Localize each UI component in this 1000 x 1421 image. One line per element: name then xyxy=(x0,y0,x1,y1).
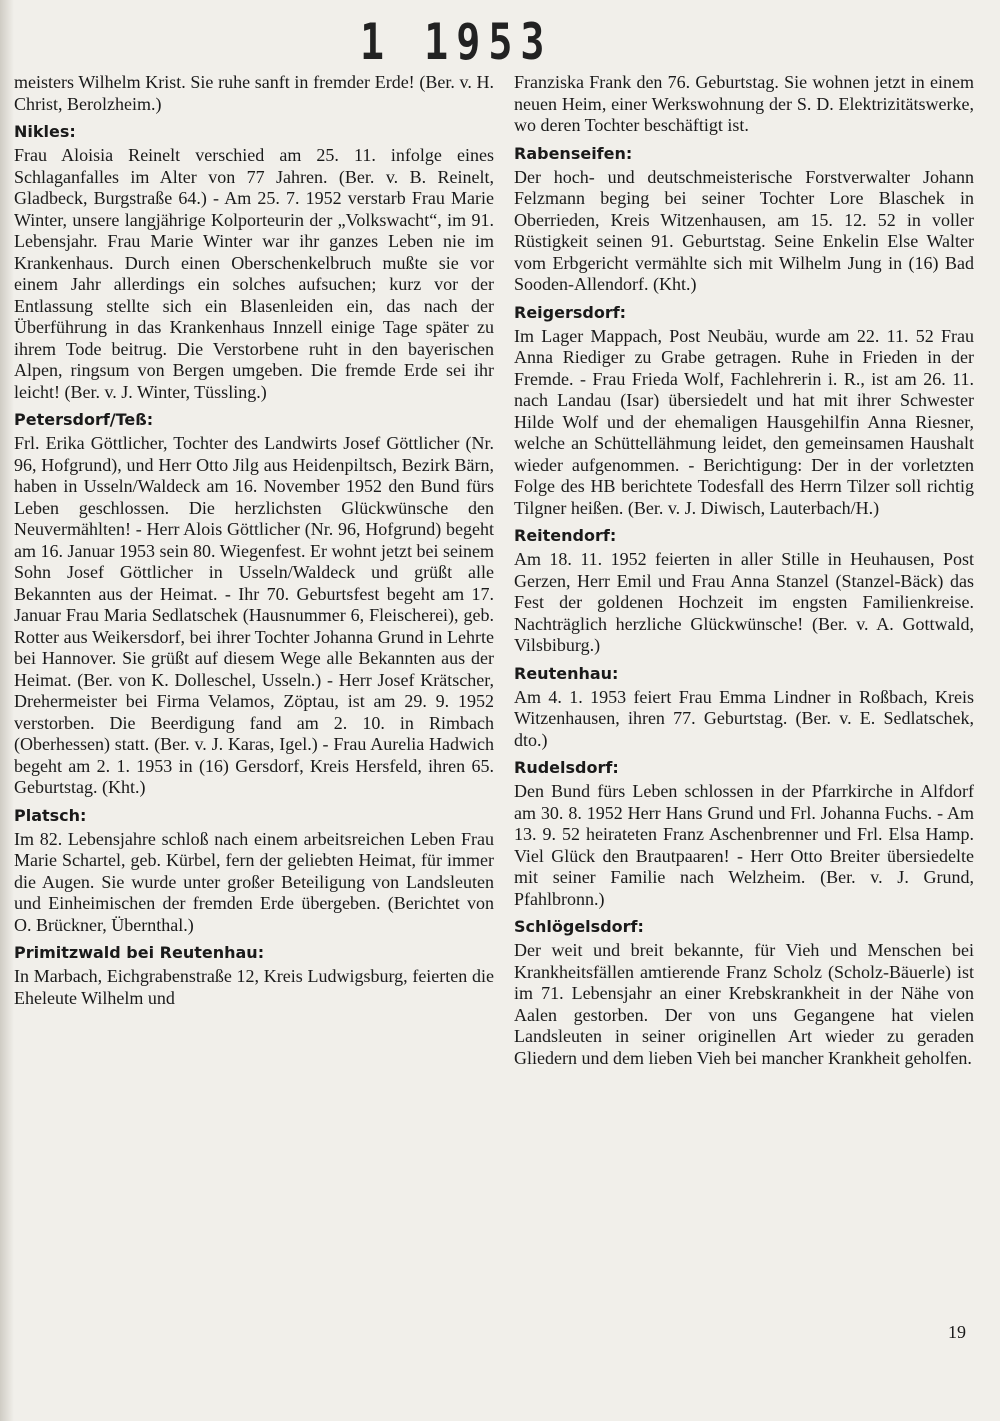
section-heading-rabenseifen: Rabenseifen: xyxy=(514,143,633,163)
section-heading-reutenhau: Reutenhau: xyxy=(514,663,619,683)
section-heading-rudelsdorf: Rudelsdorf: xyxy=(514,758,619,777)
section-heading-reitendorf: Reitendorf: xyxy=(514,526,617,545)
section-text: meisters Wilhelm Krist. Sie ruhe sanft in fremder Erde! (Ber. v. H. Christ, Berolzheim.) xyxy=(14,72,494,114)
section-text-petersdorf: Frl. Erika Göttlicher, Tochter des Landwirts Josef Göttlicher (Nr. 96, Hofgrund), und Herr Otto Jilg aus Heidenpiltsch, Bezirk Bärn, haben in Usseln/Waldeck am 16. November 1952 den Bund fürs Leben geschlossen. Die herzlichsten Glückwünsche den Neuvermählten! - Herr Alois Göttlicher (Nr. 96, Hofgrund) begeht am 16. Januar 1953 sein 80. Wiegenfest. Er wohnt jetzt bei seinem Sohn Josef Göttlicher in Usseln/Waldeck und grüßt alle Bekannten aus der Heimat. - Ihr 70. Geburtsfest begeht am 17. Januar Frau Maria Sedlatschek (Hausnummer 6, Fleischerei), geb. Rotter aus Weikersdorf, bei ihrer Tochter Johanna Grund in Lehrte bei Hannover. Sie grüßt auf diesem Wege alle Bekannten aus der Heimat. (Ber. von K. Dolleschel, Usseln.) - Herr Josef Krätscher, Drehermeister bei Firma Velamos, Zöptau, ist am 29. 9. 1952 verstorben. Die Beerdigung fand am 2. 10. in Rimbach (Oberhessen) statt. (Ber. v. J. Karas, Igel.) - Frau Aurelia Hadwich begeht am 2. 1. 1953 in (16) Gersdorf, Kreis Hersfeld, ihren 65. Geburtstag. (Kht.) xyxy=(14,433,494,797)
section-heading-platsch: Platsch: xyxy=(14,805,87,825)
section-heading-primitzwald: Primitzwald bei Reutenhau: xyxy=(14,943,265,962)
date-stamp: 1 1953 xyxy=(360,14,553,72)
page-fold-shadow xyxy=(0,0,14,1421)
section-text-platsch: Im 82. Lebensjahre schloß nach einem arbeitsreichen Leben Frau Marie Schartel, geb. Kürbel, fern der geliebten Heimat, für immer die Augen. Sie wurde unter großer Beteiligung von Landsleuten und Einheimischen der fremden Erde übergeben. (Berichtet von O. Brückner, Übernthal.) xyxy=(14,828,494,935)
section-text-nikles: Frau Aloisia Reinelt verschied am 25. 11. infolge eines Schlaganfalles im Alter von 77 Jahren. (Ber. v. B. Reinelt, Gladbeck, Burgstraße 64.) - Am 25. 7. 1952 verstarb Frau Marie Winter, unsere langjährige Kolporteurin der „Volkswacht“, im 91. Lebensjahr. Frau Marie Winter war ihr ganzes Leben nie im Krankenhaus. Durch einen Oberschenkelbruch mußte sie vor einem Jahr allerdings ein solches aufsuchen; kurz vor der Entlassung stellte sich ein Blasenleiden ein, das nach der Überführung in das Krankenhaus Innzell einige Tage später zu ihrem Tode beitrug. Die Verstorbene ruht in den bayerischen Alpen, ringsum von Bergen umgeben. Die fremde Erde sei ihr leicht! (Ber. v. J. Winter, Tüssling.) xyxy=(14,145,494,402)
section-text-continued: Franziska Frank den 76. Geburtstag. Sie wohnen jetzt in einem neuen Heim, einer Werkswohnung der S. D. Elektrizitätswerke, wo deren Tochter beschäftigt ist. xyxy=(514,72,974,135)
section-text-schloegelsdorf: Der weit und breit bekannte, für Vieh und Menschen bei Krankheitsfällen amtierende Franz Scholz (Scholz-Bäuerle) ist im 71. Lebensjahr an einer Krebskrankheit in der Nähe von Aalen gestorben. Der von uns Gegangene hat vielen Landsleuten in seiner originellen Art wieder zu geraden Gliedern und dem lieben Vieh bei mancher Krankheit geholfen. xyxy=(514,940,974,1068)
section-text-rudelsdorf: Den Bund fürs Leben schlossen in der Pfarrkirche in Alfdorf am 30. 8. 1952 Herr Hans Grund und Frl. Johanna Fuchs. - Am 13. 9. 52 heirateten Franz Aschenbrenner und Frl. Elsa Hamp. Viel Glück den Brautpaaren! - Herr Otto Breiter übersiedelte mit seiner Familie nach Welzheim. (Ber. v. J. Grund, Pfahlbronn.) xyxy=(514,781,974,909)
section-heading-petersdorf: Petersdorf/Teß: xyxy=(14,410,154,429)
section-text-rabenseifen: Der hoch- und deutschmeisterische Forstverwalter Johann Felzmann beging bei seiner Tochter Lore Blaschek in Oberrieden, Kreis Witzenhausen, am 15. 12. 52 in voller Rüstigkeit seinen 91. Geburtstag. Seine Enkelin Else Walter vom Erbgericht vermählte sich mit Wilhelm Jung in (16) Bad Sooden-Allendorf. (Kht.) xyxy=(514,166,974,294)
section-text-reitendorf: Am 18. 11. 1952 feierten in aller Stille in Heuhausen, Post Gerzen, Herr Emil und Frau Anna Stanzel (Stanzel-Bäck) das Fest der goldenen Hochzeit im engsten Familienkreise. Nachträglich herzliche Glückwünsche! (Ber. v. A. Gottwald, Vilsbiburg.) xyxy=(514,549,974,655)
right-column xyxy=(514,72,974,1075)
section-text-reigersdorf: Im Lager Mappach, Post Neubäu, wurde am 22. 11. 52 Frau Anna Riediger zu Grabe getragen. Ruhe in Frieden in der Fremde. - Frau Frieda Wolf, Fachlehrerin i. R., ist am 26. 11. nach Landau (Isar) übersiedelt und hat mit ihrer Schwester Hilde Wolf und der ehemaligen Hausgehilfin Anna Riesner, welche an Schüttellähmung leidet, den gemeinsamen Haushalt wieder aufgenommen. - Berichtigung: Der in der vorletzten Folge des HB berichtete Todesfall des Herrn Tilzer soll richtig Tilgner heißen. (Ber. v. J. Diwisch, Lauterbach/H.) xyxy=(514,325,974,518)
section-heading-nikles: Nikles: xyxy=(14,122,76,141)
section-text-primitzwald: In Marbach, Eichgrabenstraße 12, Kreis Ludwigsburg, feierten die Eheleute Wilhelm und xyxy=(14,966,494,1008)
section-heading-reigersdorf: Reigersdorf: xyxy=(514,302,627,322)
section-text-reutenhau: Am 4. 1. 1953 feiert Frau Emma Lindner in Roßbach, Kreis Witzenhausen, ihren 77. Geburtstag. (Ber. v. E. Sedlatschek, dto.) xyxy=(514,686,974,750)
left-column xyxy=(14,72,494,1015)
page-number: 19 xyxy=(948,1322,966,1342)
section-heading-schloegelsdorf: Schlögelsdorf: xyxy=(514,917,644,936)
